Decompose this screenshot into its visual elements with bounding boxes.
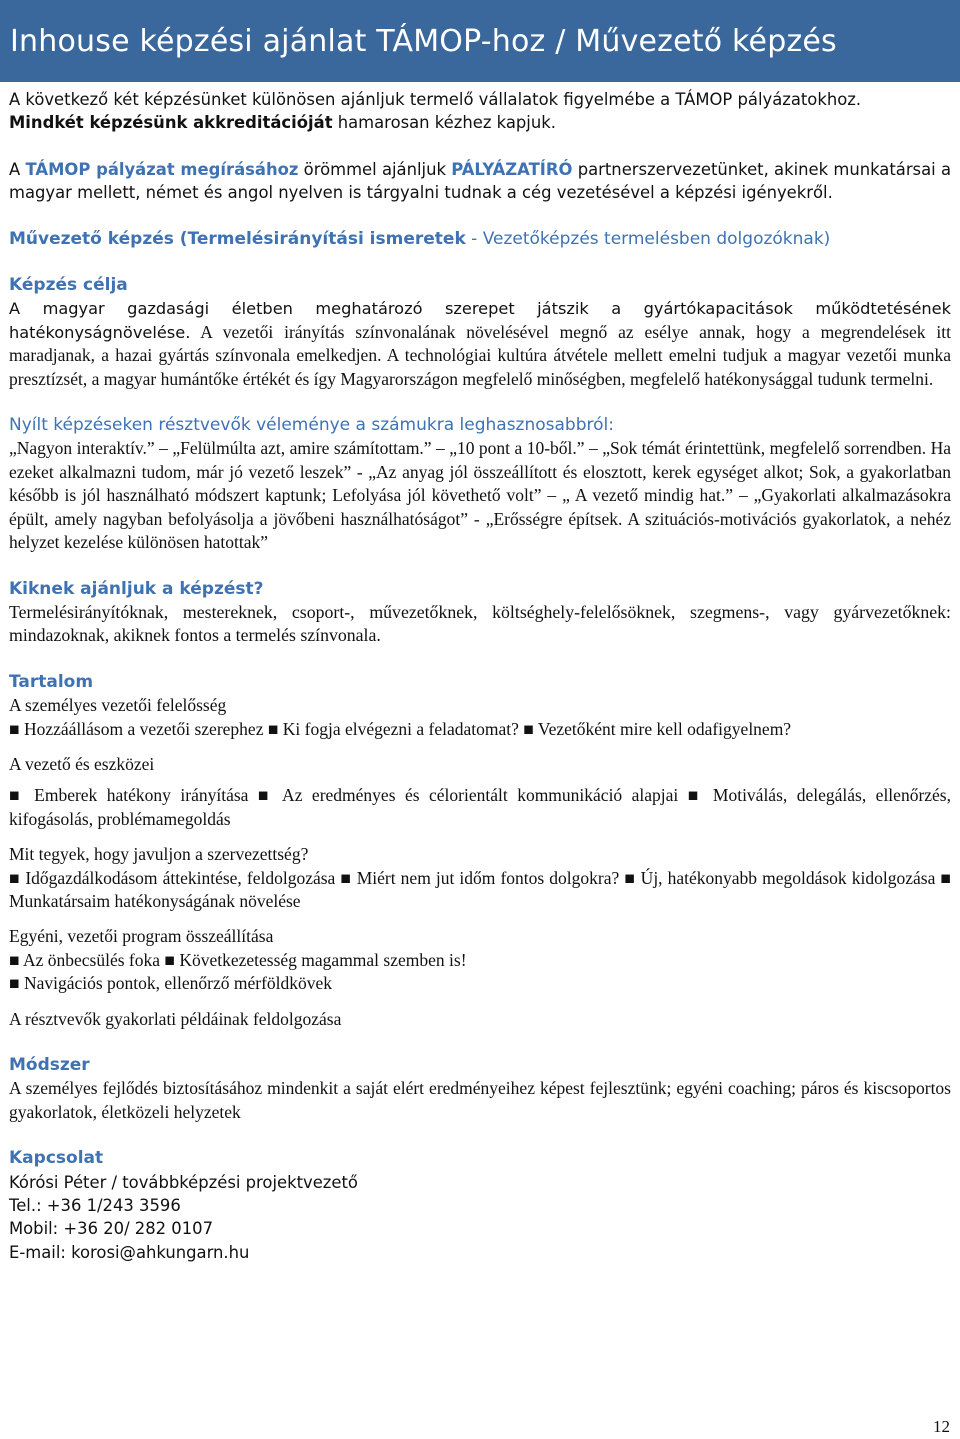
course-title-rest: - Vezetőképzés termelésben dolgozóknak) [465, 228, 831, 249]
contents-section-2-title: A vezető és eszközei [9, 753, 155, 774]
intro-accreditation-rest: hamarosan kézhez kapjuk. [332, 113, 556, 133]
contents-section-4-title: Egyéni, vezetői program összeállítása [9, 926, 274, 947]
document-body [9, 80, 951, 1264]
palyazatiro-link[interactable]: PÁLYÁZATÍRÓ [451, 159, 573, 179]
contact-heading: Kapcsolat [9, 1148, 104, 1169]
intro-paragraph [9, 158, 951, 205]
goal-text-serif: A vezetői irányítás színvonalának növelésével megnő az esélye annak, hogy a megrendelések itt maradjanak, a hazai gyártás színvonala emelkedjen. [9, 321, 951, 366]
title-bar [0, 0, 960, 82]
intro-accreditation: Mindkét képzésünk akkreditációját [9, 113, 333, 133]
goal-text-serif-2: A technológiai kultúra átvétele mellett emelni tudjuk a magyar vezetői munka presztízsét, a magyar humántőke értékét és így Magyarországon megfelelő minőségben, megfelelő hatékonysággal tudunk termelni. [9, 345, 951, 389]
contents-section-2-items: ■ Emberek hatékony irányítása ■ Az eredményes és célorientált kommunikáció alapjai ■ Motiválás, delegálás, ellenőrzés, kifogásolás, problémamegoldás [9, 785, 951, 829]
goal-text-sans: A magyar gazdasági életben meghatározó szerepet játszik a gyártókapacitások működtetésének hatékonyságnövelése. [9, 299, 951, 342]
intro-text-a: A [9, 159, 26, 179]
contact-tel: Tel.: +36 1/243 3596 [9, 1196, 181, 1216]
contents-section-4-items-2: ■ Navigációs pontok, ellenőrző mérföldkövek [9, 973, 333, 994]
audience-text: Termelésirányítóknak, mestereknek, csoport-, művezetőknek, költséghely-felelősöknek, szegmens-, vagy gyárvezetőknek: mindazoknak, akiknek fontos a termelés színvonala. [9, 601, 951, 646]
contents-section-1-items: ■ Hozzáállásom a vezetői szerephez ■ Ki fogja elvégezni a feladatomat? ■ Vezetőként mire kell odafigyelnem? [9, 718, 792, 739]
intro-line-2 [9, 111, 951, 134]
goal-heading: Képzés célja [9, 275, 128, 296]
method-text: A személyes fejlődés biztosításához mindenkit a saját elért eredményeihez képest fejlesztünk; egyéni coaching; páros és kiscsoportos gyakorlatok, életközeli helyzetek [9, 1078, 951, 1122]
page-title: Inhouse képzési ajánlat TÁMOP-hoz / Művezető képzés [10, 24, 837, 59]
contents-section-3-title: Mit tegyek, hogy javuljon a szervezettség? [9, 844, 309, 865]
tamop-link[interactable]: TÁMOP pályázat megírásához [25, 159, 299, 179]
intro-text-b: örömmel ajánljuk [298, 159, 452, 179]
method-heading: Módszer [9, 1055, 90, 1075]
contact-mobile: Mobil: +36 20/ 282 0107 [9, 1219, 214, 1239]
page-number: 12 [933, 1417, 950, 1436]
contact-name: Kórósi Péter / továbbképzési projektvezető [9, 1172, 358, 1192]
intro-line-1: A következő két képzésünket különösen ajánljuk termelő vállalatok figyelmébe a TÁMOP pályázatokhoz. [9, 90, 862, 109]
intro-text-c: partnerszervezetünket, akinek munkatársai a magyar mellett, német és angol nyelven is tárgyalni tudnak a cég vezetésével a képzési igényekről. [9, 159, 951, 203]
audience-heading: Kiknek ajánljuk a képzést? [9, 578, 264, 599]
contents-section-1-title: A személyes vezetői felelősség [9, 695, 227, 716]
contact-email[interactable]: E-mail: korosi@ahkungarn.hu [9, 1242, 250, 1262]
contents-section-5-title: A résztvevők gyakorlati példáinak feldolgozása [9, 1008, 342, 1029]
opinions-heading: Nyílt képzéseken résztvevők véleménye a számukra leghasznosabbról: [9, 415, 614, 436]
contents-heading: Tartalom [9, 671, 94, 692]
opinions-text: „Nagyon interaktív.” – „Felülmúlta azt, amire számítottam.” – „10 pont a 10-ből.” – „Sok témát érintettünk, megfelelő sorrendben. Ha ezeket alkalmazni tudom, már jó vezető leszek” - „Az anyag jól összeállított és elosztott, kerek egységet alkot; Sok, a gyakorlatban később is jól használható módszert kaptunk; Lefolyása jól követhető volt” – „ A vezető mindig hat.” – „Gyakorlati alkalmazásokra épült, amely nagyban befolyásolja a jövőbeni használhatóságot” - „Erősségre építsek. A szituációs-motivációs gyakorlatok, a nehéz helyzet kezelése különösen hatottak” [9, 438, 951, 553]
course-title [9, 228, 951, 251]
goal-text [9, 297, 951, 391]
contents-section-3-items: ■ Időgazdálkodásom áttekintése, feldolgozása ■ Miért nem jut időm fontos dolgokra? ■ Új, hatékonyabb megoldások kidolgozása ■ Munkatársaim hatékonyságának növelése [9, 867, 951, 911]
course-title-bold: Művezető képzés (Termelésirányítási ismeretek [9, 228, 466, 249]
contents-section-4-items-1: ■ Az önbecsülés foka ■ Következetesség magammal szemben is! [9, 949, 467, 970]
